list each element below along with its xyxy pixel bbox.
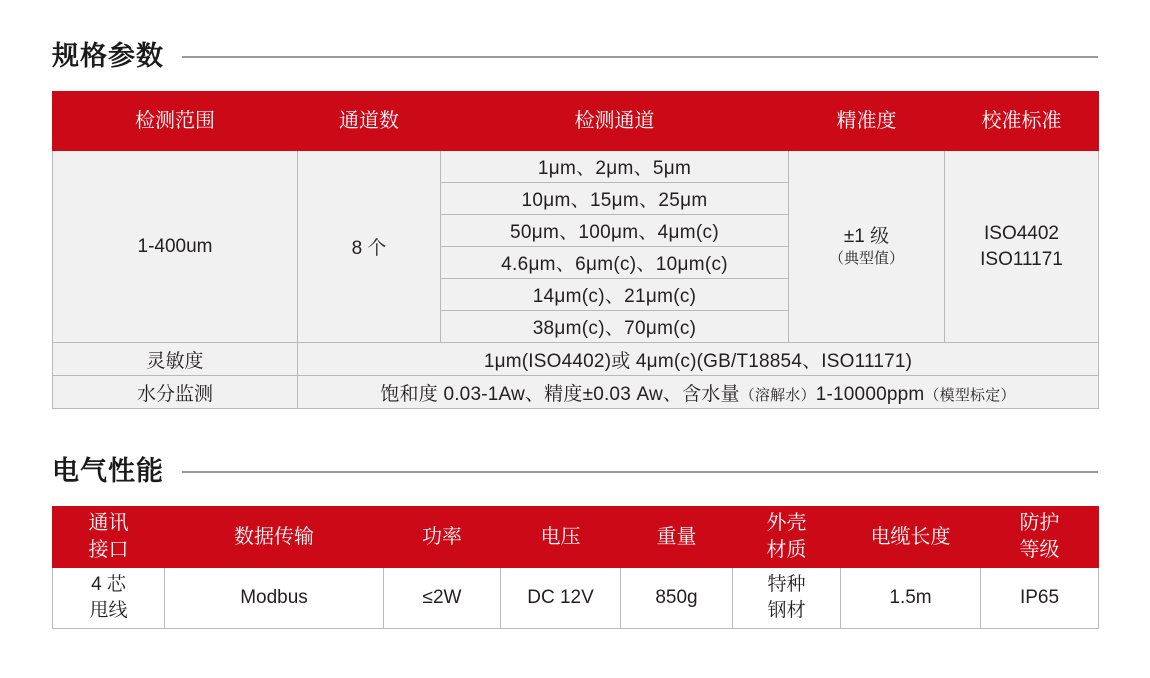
elec-header-weight: 重量 — [621, 507, 733, 568]
elec-header-cable-length: 电缆长度 — [841, 507, 981, 568]
elec-header-protection-line1: 防护 — [1019, 512, 1060, 534]
spec-section-title: 规格参数 — [52, 41, 164, 71]
specification-table — [52, 91, 1099, 409]
spec-channel-row: 14μm(c)、21μm(c) — [441, 279, 789, 311]
spec-row-value-sensitivity: 1μm(ISO4402)或 4μm(c)(GB/T18854、ISO11171) — [298, 343, 1099, 376]
electrical-section-title: 电气性能 — [52, 456, 164, 486]
elec-value-power: ≤2W — [384, 568, 501, 629]
electrical-table-header-row — [53, 507, 1099, 568]
spec-section-header — [52, 34, 1098, 73]
elec-value-cable-length: 1.5m — [841, 568, 981, 629]
electrical-table — [52, 506, 1099, 629]
elec-value-interface-line1: 4 芯 — [91, 574, 126, 596]
moisture-note2: （模型标定） — [924, 386, 1016, 404]
electrical-section-header — [52, 449, 1098, 488]
spec-row-label-sensitivity: 灵敏度 — [53, 343, 298, 376]
elec-header-interface — [53, 507, 165, 568]
elec-header-power: 功率 — [384, 507, 501, 568]
elec-value-shell-line1: 特种 — [767, 574, 806, 596]
spec-title-divider — [182, 56, 1098, 58]
elec-header-data-transfer: 数据传输 — [165, 507, 384, 568]
elec-value-protection-rating: IP65 — [981, 568, 1099, 629]
elec-value-interface-line2: 甩线 — [89, 600, 128, 621]
elec-header-interface-line2: 接口 — [88, 539, 129, 561]
spec-value-accuracy — [789, 151, 945, 343]
spec-header-accuracy: 精准度 — [789, 92, 945, 151]
spec-accuracy-main: ±1 级 — [843, 225, 890, 247]
elec-header-shell-line1: 外壳 — [766, 512, 807, 534]
elec-header-protection-rating — [981, 507, 1099, 568]
spec-channel-row: 1μm、2μm、5μm — [441, 151, 789, 183]
spec-calibration-line1: ISO4402 — [984, 222, 1059, 244]
elec-value-shell-line2: 钢材 — [767, 600, 806, 621]
spec-channel-row: 4.6μm、6μm(c)、10μm(c) — [441, 247, 789, 279]
elec-value-weight: 850g — [621, 568, 733, 629]
table-row — [53, 151, 1099, 183]
spec-header-channel-count: 通道数 — [298, 92, 441, 151]
elec-header-shell-line2: 材质 — [766, 539, 807, 561]
spec-header-range: 检测范围 — [53, 92, 298, 151]
moisture-part1: 饱和度 0.03-1Aw、精度±0.03 Aw、含水量 — [380, 383, 740, 405]
elec-value-data-transfer: Modbus — [165, 568, 384, 629]
table-row — [53, 343, 1099, 376]
electrical-title-divider — [182, 471, 1098, 473]
elec-header-shell-material — [733, 507, 841, 568]
spec-calibration-line2: ISO11171 — [980, 248, 1063, 270]
elec-header-protection-line2: 等级 — [1019, 539, 1060, 561]
spec-row-label-moisture: 水分监测 — [53, 376, 298, 409]
elec-header-interface-line1: 通讯 — [88, 512, 129, 534]
elec-value-interface — [53, 568, 165, 629]
spec-value-calibration — [945, 151, 1099, 343]
spec-channel-row: 10μm、15μm、25μm — [441, 183, 789, 215]
elec-header-voltage: 电压 — [501, 507, 621, 568]
spec-header-channels: 检测通道 — [441, 92, 789, 151]
spec-header-calibration: 校准标准 — [945, 92, 1099, 151]
table-row — [53, 568, 1099, 629]
moisture-note1: （溶解水） — [739, 386, 816, 404]
moisture-part2: 1-10000ppm — [815, 383, 925, 405]
spec-value-range: 1-400um — [53, 151, 298, 343]
spec-table-header-row — [53, 92, 1099, 151]
spec-row-value-moisture — [298, 376, 1099, 409]
table-row — [53, 376, 1099, 409]
elec-value-voltage: DC 12V — [501, 568, 621, 629]
spec-channel-row: 50μm、100μm、4μm(c) — [441, 215, 789, 247]
spec-accuracy-sub: （典型值） — [828, 250, 904, 268]
elec-value-shell-material — [733, 568, 841, 629]
spec-value-channel-count: 8 个 — [298, 151, 441, 343]
spec-channel-row: 38μm(c)、70μm(c) — [441, 311, 789, 343]
